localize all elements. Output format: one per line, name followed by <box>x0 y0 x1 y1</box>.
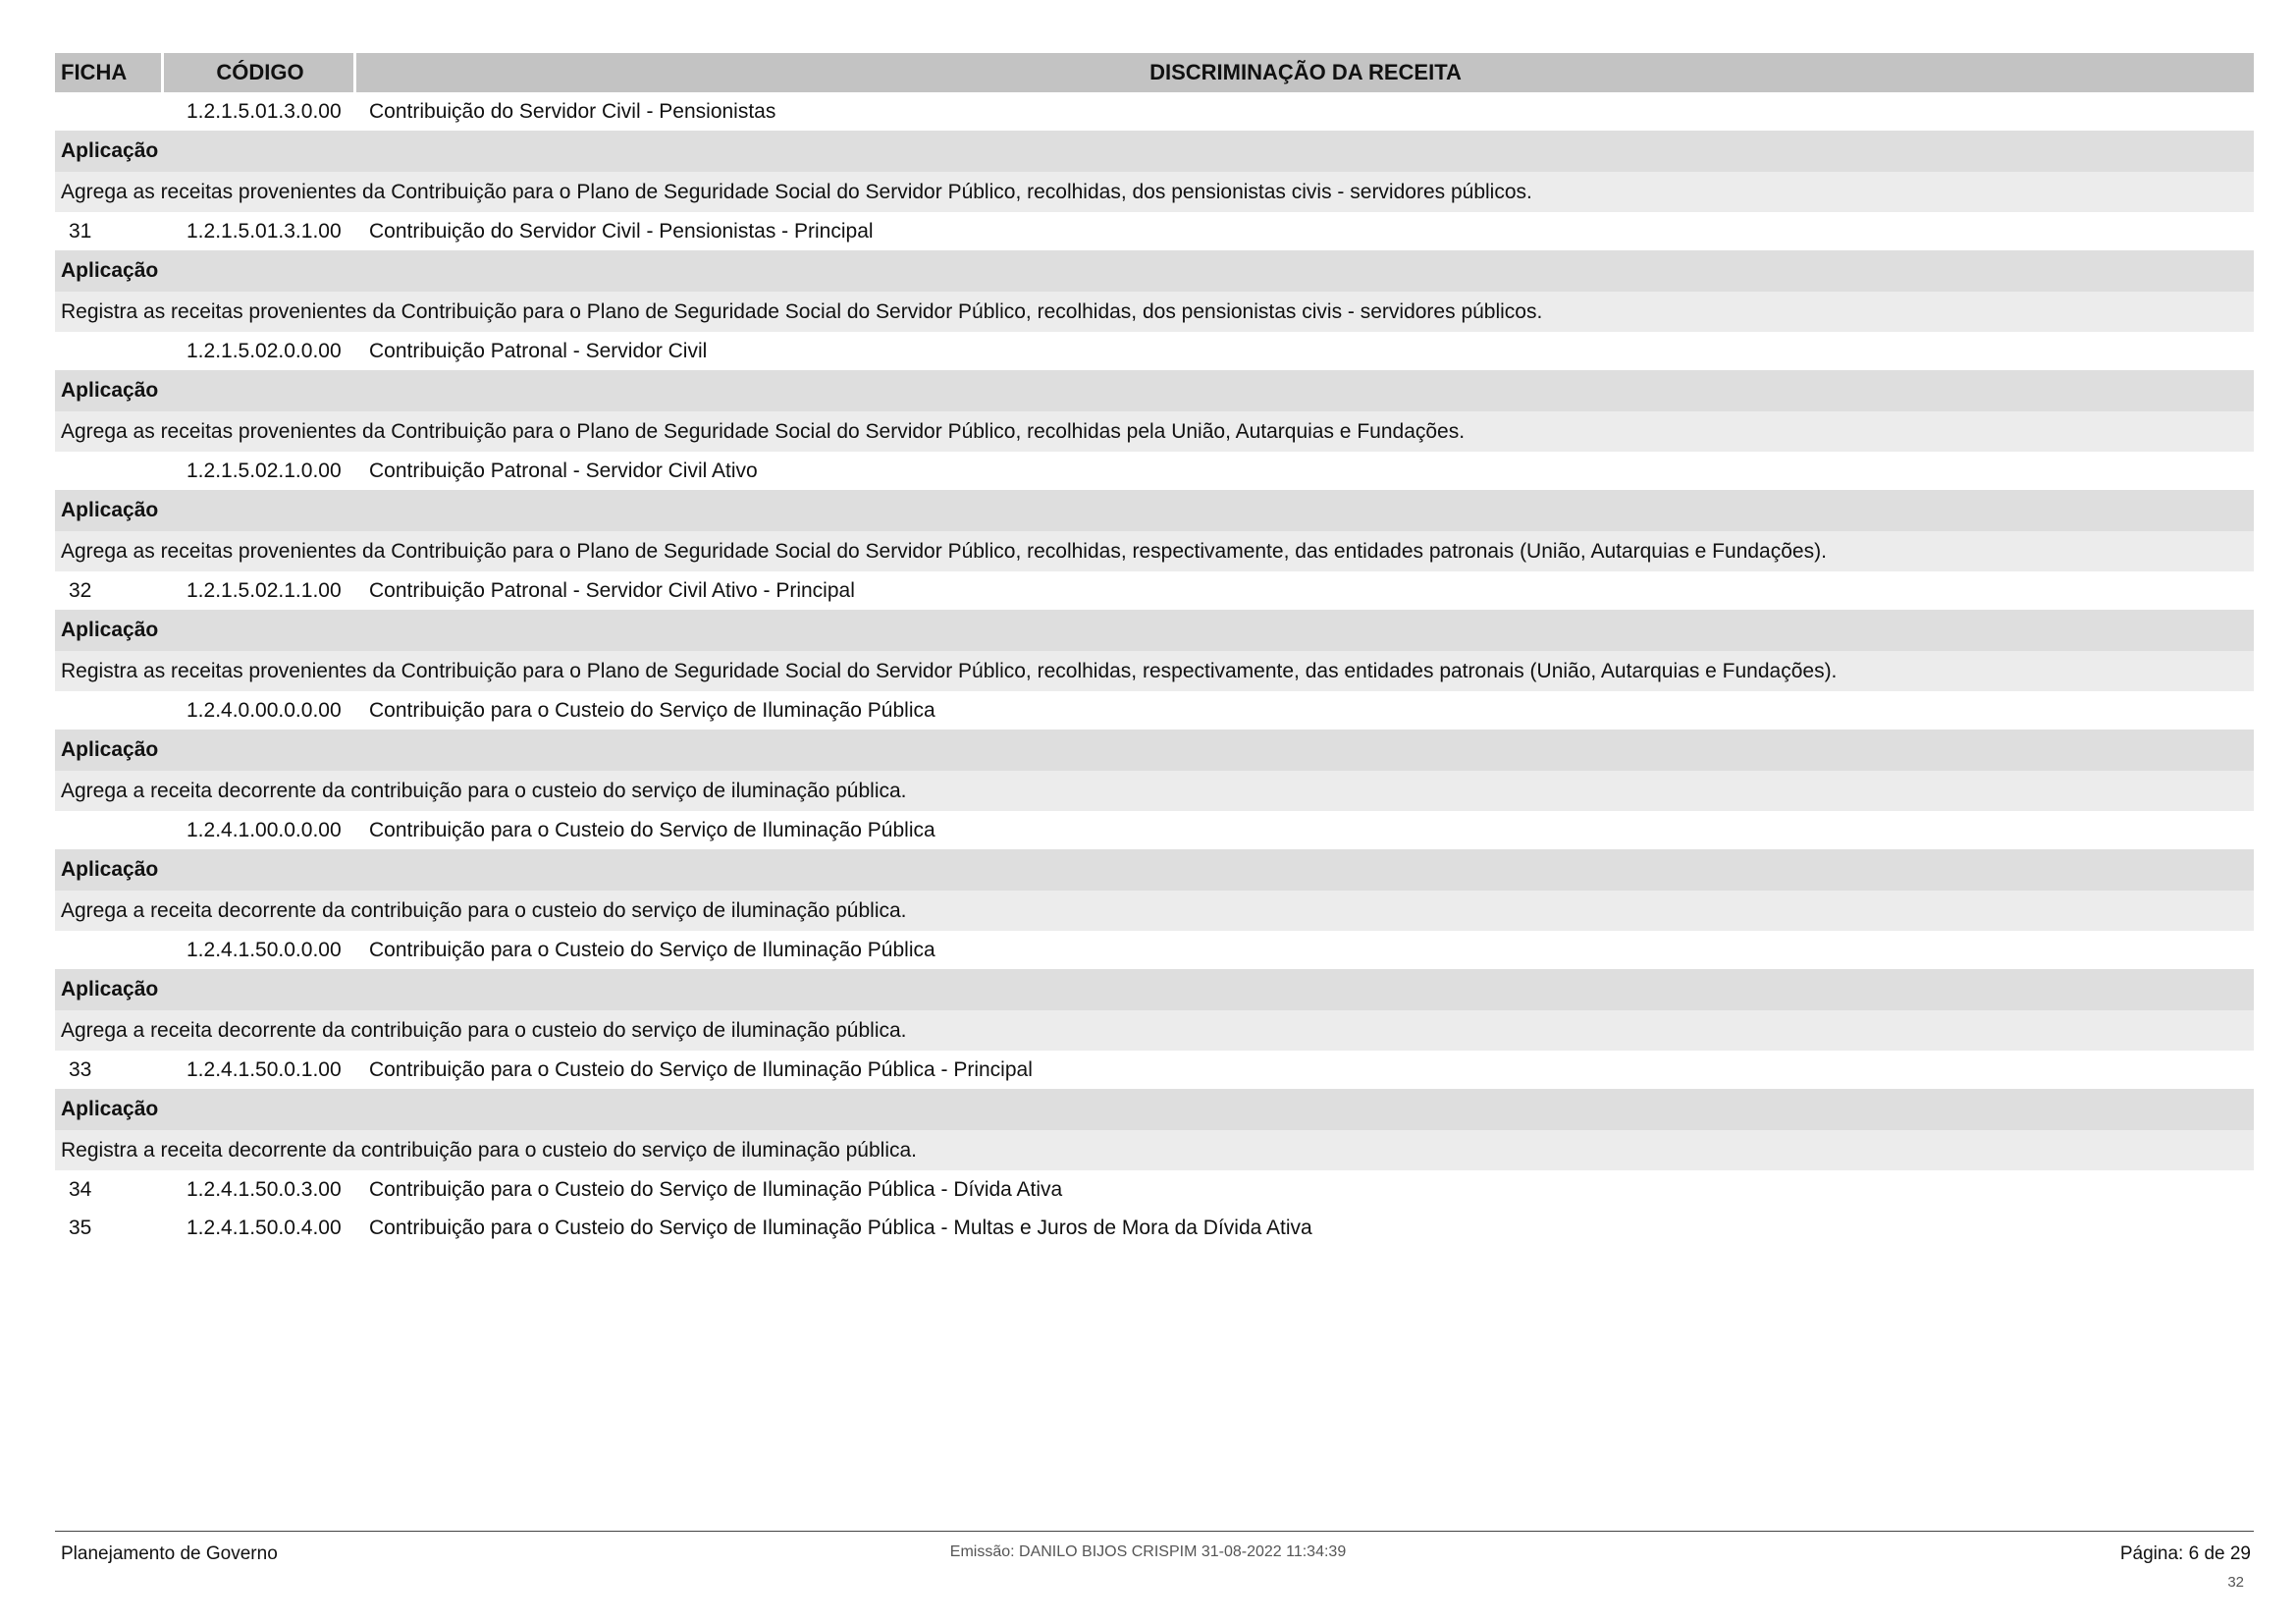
description-cell: Contribuição para o Custeio do Serviço de Iluminação Pública <box>369 819 935 841</box>
aplicacao-label: Aplicação <box>55 1089 2254 1130</box>
aplicacao-label: Aplicação <box>55 250 2254 292</box>
footer-page-number: 32 <box>2227 1574 2244 1591</box>
aplicacao-text: Agrega a receita decorrente da contribuição para o custeio do serviço de iluminação pública. <box>55 1010 2254 1051</box>
aplicacao-text: Agrega as receitas provenientes da Contribuição para o Plano de Seguridade Social do Servidor Público, recolhidas pela União, Autarquias e Fundações. <box>55 411 2254 452</box>
description-cell: Contribuição do Servidor Civil - Pensionistas <box>369 100 776 123</box>
description-cell: Contribuição Patronal - Servidor Civil Ativo <box>369 460 758 482</box>
code-cell: 1.2.4.1.50.0.1.00 <box>187 1058 342 1081</box>
code-cell: 1.2.4.0.00.0.0.00 <box>187 699 342 722</box>
table-row <box>55 1170 2254 1209</box>
aplicacao-text: Agrega as receitas provenientes da Contribuição para o Plano de Seguridade Social do Servidor Público, recolhidas, dos pensionistas civis - servidores públicos. <box>55 172 2254 212</box>
ficha-cell: 34 <box>69 1178 92 1201</box>
ficha-cell: 33 <box>69 1058 92 1081</box>
aplicacao-label: Aplicação <box>55 730 2254 771</box>
table-row <box>55 811 2254 849</box>
table-row <box>55 452 2254 490</box>
aplicacao-text: Registra as receitas provenientes da Contribuição para o Plano de Seguridade Social do Servidor Público, recolhidas, respectivamente, das entidades patronais (União, Autarquias e Fundações). <box>55 651 2254 691</box>
code-cell: 1.2.4.1.50.0.0.00 <box>187 939 342 961</box>
aplicacao-text: Agrega as receitas provenientes da Contribuição para o Plano de Seguridade Social do Servidor Público, recolhidas, respectivamente, das entidades patronais (União, Autarquias e Fundações). <box>55 531 2254 571</box>
table-row <box>55 1209 2254 1247</box>
footer-emission: Emissão: DANILO BIJOS CRISPIM 31-08-2022 11:34:39 <box>949 1543 1347 1560</box>
aplicacao-text: Agrega a receita decorrente da contribuição para o custeio do serviço de iluminação pública. <box>55 891 2254 931</box>
description-cell: Contribuição para o Custeio do Serviço de Iluminação Pública <box>369 939 935 961</box>
aplicacao-label: Aplicação <box>55 370 2254 411</box>
footer-divider <box>55 1531 2254 1532</box>
ficha-cell: 31 <box>69 220 92 243</box>
header-ficha: FICHA <box>61 60 128 84</box>
aplicacao-text: Registra a receita decorrente da contribuição para o custeio do serviço de iluminação pública. <box>55 1130 2254 1170</box>
table-row <box>55 92 2254 131</box>
code-cell: 1.2.1.5.02.1.1.00 <box>187 579 342 602</box>
code-cell: 1.2.4.1.00.0.0.00 <box>187 819 342 841</box>
description-cell: Contribuição Patronal - Servidor Civil Ativo - Principal <box>369 579 855 602</box>
footer-org: Planejamento de Governo <box>61 1543 278 1564</box>
description-cell: Contribuição para o Custeio do Serviço de Iluminação Pública - Dívida Ativa <box>369 1178 1063 1201</box>
table-row <box>55 332 2254 370</box>
header-codigo: CÓDIGO <box>216 60 304 84</box>
ficha-cell: 35 <box>69 1217 92 1239</box>
description-cell: Contribuição para o Custeio do Serviço de Iluminação Pública - Principal <box>369 1058 1033 1081</box>
table-row <box>55 571 2254 610</box>
description-cell: Contribuição Patronal - Servidor Civil <box>369 340 708 362</box>
footer-pagination: Página: 6 de 29 <box>2119 1543 2251 1564</box>
code-cell: 1.2.1.5.01.3.0.00 <box>187 100 342 123</box>
code-cell: 1.2.4.1.50.0.3.00 <box>187 1178 342 1201</box>
header-divider <box>353 53 356 92</box>
header-discriminacao: DISCRIMINAÇÃO DA RECEITA <box>1149 60 1462 84</box>
aplicacao-text: Registra as receitas provenientes da Contribuição para o Plano de Seguridade Social do Servidor Público, recolhidas, dos pensionistas civis - servidores públicos. <box>55 292 2254 332</box>
table-body <box>55 92 2254 1247</box>
table-header <box>55 53 2254 92</box>
table-row <box>55 1051 2254 1089</box>
header-divider <box>161 53 164 92</box>
aplicacao-label: Aplicação <box>55 131 2254 172</box>
table-row <box>55 691 2254 730</box>
description-cell: Contribuição para o Custeio do Serviço de Iluminação Pública <box>369 699 935 722</box>
aplicacao-label: Aplicação <box>55 490 2254 531</box>
description-cell: Contribuição do Servidor Civil - Pensionistas - Principal <box>369 220 874 243</box>
aplicacao-text: Agrega a receita decorrente da contribuição para o custeio do serviço de iluminação pública. <box>55 771 2254 811</box>
code-cell: 1.2.1.5.01.3.1.00 <box>187 220 342 243</box>
table-row <box>55 931 2254 969</box>
code-cell: 1.2.4.1.50.0.4.00 <box>187 1217 342 1239</box>
code-cell: 1.2.1.5.02.0.0.00 <box>187 340 342 362</box>
aplicacao-label: Aplicação <box>55 610 2254 651</box>
ficha-cell: 32 <box>69 579 92 602</box>
aplicacao-label: Aplicação <box>55 849 2254 891</box>
code-cell: 1.2.1.5.02.1.0.00 <box>187 460 342 482</box>
aplicacao-label: Aplicação <box>55 969 2254 1010</box>
table-row <box>55 212 2254 250</box>
description-cell: Contribuição para o Custeio do Serviço de Iluminação Pública - Multas e Juros de Mora da Dívida Ativa <box>369 1217 1312 1239</box>
